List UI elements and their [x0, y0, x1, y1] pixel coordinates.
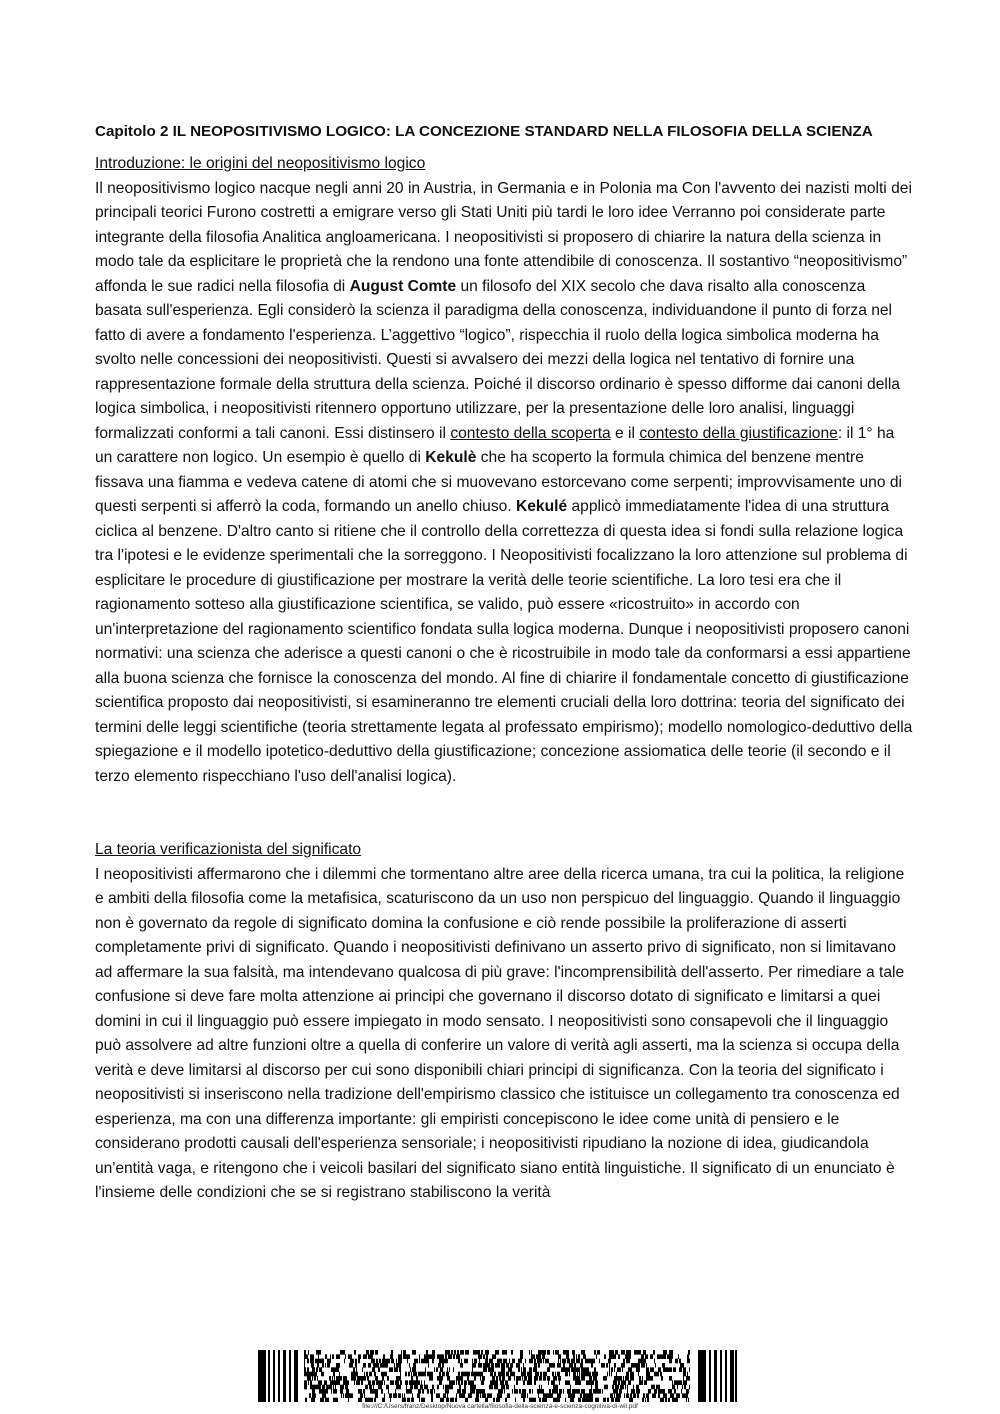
- file-path-footer: file:///C:/Users/franz/Desktop/Nuova cartella/filosofia-della-scienza-e-scienza-cognitiva-di-wil.pdf: [362, 1403, 638, 1410]
- verification-theory-paragraph: I neopositivisti affermarono che i dilemmi che tormentano altre aree della ricerca umana, tra cui la politica, la religione e ambiti della filosofia come la metafisica, scaturiscono da un uso non perspicuo del linguaggio. Quando il linguaggio non è governato da regole di significato domina la confusione e ciò rende possibile la proliferazione di asserti completamente privi di significato. Quando i neopositivisti definivano un asserto privo di significato, non si limitavano ad affermare la sua falsità, ma intendevano qualcosa di più grave: l'incomprensibilità dell'asserto. Per rimediare a tale confusione si deve fare molta attenzione ai principi che governano il discorso dotato di significato e limitarsi a quei domini in cui il linguaggio può essere impiegato in modo sensato. I neopositivisti sono consapevoli che il linguaggio può assolvere ad altre funzioni oltre a quella di conferire un valore di verità agli asserti, ma la scienza si occupa della verità e deve limitarsi al discorso per cui sono disponibili chiari principi di significanza. Con la teoria del significato i neopositivisti si inseriscono nella tradizione dell'empirismo classico che istituisce un collegamento tra conoscenza ed esperienza, ma con una differenza importante: gli empiristi concepiscono le idee come unità di pensiero e le considerano prodotti causali dell'esperienza sensoriale; i neopositivisti ripudiano la nozione di idea, giudicandola un'entità vaga, e ritengono che i veicoli basilari del significato siano entità linguistiche. Il significato di un enunciato è l'insieme delle condizioni che se si registrano stabiliscono la verità: [95, 865, 905, 1201]
- bold-kekule-2: Kekulé: [516, 498, 568, 515]
- bold-kekule: Kekulè: [425, 449, 477, 466]
- underlined-contesto-scoperta: contesto della scoperta: [450, 424, 611, 442]
- document-page: [95, 121, 915, 1206]
- section-heading-introduction: Introduzione: le origini del neopositivismo logico: [95, 155, 426, 172]
- section-heading-verification-theory: La teoria verificazionista del significato: [95, 841, 362, 858]
- barcode-image: [258, 1350, 738, 1402]
- introduction-paragraph: Il neopositivismo logico nacque negli anni 20 in Austria, in Germania e in Polonia ma Con l'avvento dei nazisti molti dei principali teorici Furono costretti a emigrare verso gli Stati Uniti più tardi le loro idee Verranno poi considerate parte integrante della filosofia Analitica angloamericana. I neopositivisti si proposero di chiarire la natura della scienza in modo tale da esplicitare le proprietà che la rendono una fonte attendibile di conoscenza. Il sostantivo “neopositivismo” affonda le sue radici nella filosofia di August Comte un filosofo del XIX secolo che dava risalto alla conoscenza basata sull'esperienza. Egli considerò la scienza il paradigma della conoscenza, individuandone il punto di forza nel fatto di avere a fondamento l'esperienza. L’aggettivo “logico”, rispecchia il ruolo della logica simbolica moderna ha svolto nelle concessioni dei neopositivisti. Questi si avvalsero dei mezzi della logica nel tentativo di fornire una rappresentazione formale della struttura della scienza. Poiché il discorso ordinario è spesso difforme dai canoni della logica simbolica, i neopositivisti ritennero opportuno utilizzare, per la presentazione delle loro analisi, linguaggi formalizzati conformi a tali canoni. Essi distinsero il contesto della scoperta e il contesto della giustificazione: il 1° ha un carattere non logico. Un esempio è quello di Kekulè che ha scoperto la formula chimica del benzene mentre fissava una fiamma e vedeva catene di atomi che si muovevano estorcevano come serpenti; improvvisamente uno di questi serpenti si afferrò la coda, formando un anello chiuso. Kekulé applicò immediatamente l'idea di una struttura ciclica al benzene. D'altro canto si ritiene che il controllo della correttezza di questa idea si fondi sulla relazione logica tra l'ipotesi e le evidenze sperimentali che la sorreggono. I Neopositivisti focalizzano la loro attenzione sul problema di esplicitare le procedure di giustificazione per mostrare la verità delle teorie scientifiche. La loro tesi era che il ragionamento sotteso alla giustificazione scientifica, se valido, può essere «ricostruito» in accordo con un'interpretazione del ragionamento scientifico fondata sulla logica moderna. Dunque i neopositivisti proposero canoni normativi: una scienza che aderisce a questi canoni o che è ricostruibile in modo tale da conformarsi a essi appartiene alla buona scienza che fornisce la conoscenza del mondo. Al fine di chiarire il fondamentale concetto di giustificazione scientifica proposto dai neopositivisti, si esamineranno tre elementi cruciali della loro dottrina: teoria del significato dei termini delle leggi scientifiche (teoria strettamente legata al professato empirismo); modello nomologico-deduttivo della spiegazione e il modello ipotetico-deduttivo della giustificazione; concezione assiomatica delle teorie (il secondo e il terzo elemento rispecchiano l'uso dell'analisi logica).: [95, 179, 913, 785]
- underlined-contesto-giustificazione: contesto della giustificazione: [639, 424, 838, 442]
- chapter-title: Capitolo 2 IL NEOPOSITIVISMO LOGICO: LA CONCEZIONE STANDARD NELLA FILOSOFIA DELLA SCIENZA: [95, 123, 873, 140]
- bold-august-comte: August Comte: [349, 277, 457, 295]
